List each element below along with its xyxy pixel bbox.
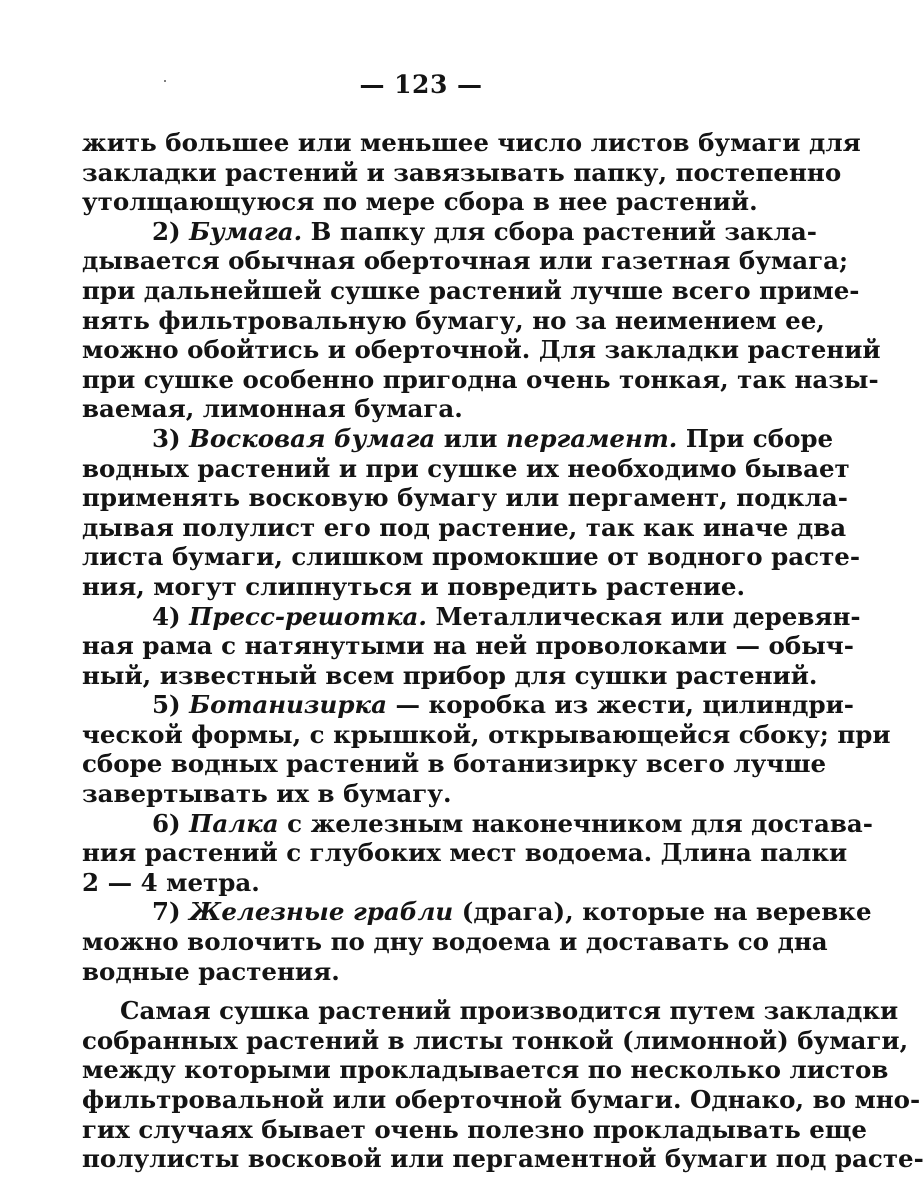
item-number: 3) (152, 423, 181, 453)
item-number: 7) (152, 897, 181, 927)
text-line: фильтровальной или оберточной бумаги. Однако, во мно- (82, 1085, 921, 1114)
item-term: Бумага. (189, 216, 303, 246)
text-line: завертывать их в бумагу. (82, 779, 452, 809)
item-term-alt: пергамент. (505, 423, 678, 453)
item-term: Железные грабли (189, 897, 454, 927)
text-line: ваемая, лимонная бумага. (82, 394, 463, 424)
text-line: ная рама с натянутыми на ней проволоками — обыч- (82, 631, 854, 661)
item-text: В папку для сбора растений закла- (310, 216, 817, 246)
list-item-6-first-line (82, 808, 873, 839)
item-term: Восковая бумага (189, 423, 436, 453)
text-line: собранных растений в листы тонкой (лимонной) бумаги, (82, 1025, 909, 1055)
list-item-7-first-line (82, 897, 872, 927)
item-number: 4) (152, 601, 181, 631)
text-line: ческой формы, с крышкой, открывающейся сбоку; при (82, 719, 891, 749)
text-line: между которыми прокладывается по несколько листов (82, 1055, 889, 1085)
body-text (82, 128, 924, 1174)
text-line: при сушке особенно пригодна очень тонкая, так назы- (82, 364, 879, 394)
text-line: полулисты восковой или пергаментной бумаги под расте- (82, 1144, 924, 1174)
text-line: водных растений и при сушке их необходимо бывает (82, 453, 850, 483)
item-text: с железным наконечником для достава- (287, 808, 873, 838)
list-item-2-first-line (82, 216, 817, 247)
item-term: Ботанизирка (189, 690, 387, 720)
text-line: можно обойтись и оберточной. Для закладки растений (82, 335, 881, 365)
text-line: применять восковую бумагу или пергамент, подкла- (82, 483, 848, 513)
paragraph-first-line: Самая сушка растений производится путем закладки (120, 996, 899, 1026)
text-line: сборе водных растений в ботанизирку всего лучше (82, 749, 827, 779)
item-text: (драга), которые на веревке (461, 897, 872, 927)
item-text: При сборе (685, 423, 834, 453)
text-line: закладки растений и завязывать папку, постепенно (82, 157, 842, 187)
item-number: 6) (152, 808, 181, 838)
item-number: 5) (152, 690, 181, 720)
text-line: 2 — 4 метра. (82, 867, 260, 897)
list-item-3-first-line (82, 423, 834, 454)
item-text: Металлическая или деревян- (435, 601, 861, 631)
text-line: можно волочить по дну водоема и доставать со дна (82, 927, 828, 957)
text-line: ния, могут слипнуться и повредить растение. (82, 571, 746, 601)
text-line: гих случаях бывает очень полезно прокладывать еще (82, 1114, 867, 1144)
text-line: нять фильтровальную бумагу, но за неимением ее, (82, 305, 825, 335)
text-line: при дальнейшей сушке растений лучше всего приме- (82, 275, 860, 305)
text-line: жить большее или меньшее число листов бумаги для (82, 128, 861, 157)
item-connector: или (443, 423, 498, 453)
item-term: Палка (189, 808, 279, 838)
text-line: водные растения. (82, 956, 340, 986)
text-line: утолщающуюся по мере сбора в нее растений. (82, 187, 758, 217)
list-item-5-first-line (82, 690, 854, 720)
text-line: дывается обычная оберточная или газетная бумага; (82, 246, 848, 276)
page-number: — 123 — (359, 70, 483, 99)
item-term: Пресс-решотка. (189, 601, 427, 631)
paragraph-gap (82, 986, 754, 996)
item-number: 2) (152, 216, 181, 246)
text-line: ный, известный всем прибор для сушки растений. (82, 660, 818, 690)
item-text: — коробка из жести, цилиндри- (395, 690, 854, 720)
text-line: ния растений с глубоких мест водоема. Длина палки (82, 838, 848, 868)
text-line: листа бумаги, слишком промокшие от водного расте- (82, 542, 861, 572)
list-item-4-first-line (82, 601, 861, 632)
text-line: дывая полулист его под растение, так как иначе два (82, 512, 847, 542)
